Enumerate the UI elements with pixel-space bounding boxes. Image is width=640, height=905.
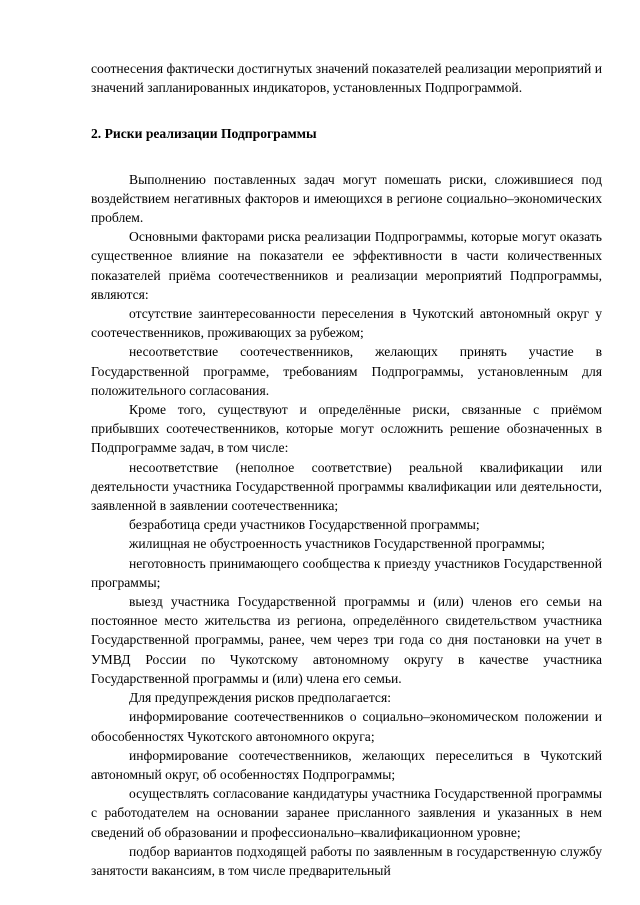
- list-item: информирование соотечественников, желающих переселиться в Чукотский автономный округ, об особенностях Подпрограммы;: [91, 747, 602, 782]
- list-item: отсутствие заинтересованности переселения в Чукотский автономный округ у соотечественников, проживающих за рубежом;: [91, 306, 602, 341]
- list-item: осуществлять согласование кандидатуры участника Государственной программы с работодателем на основании заранее присланного заявления и указанных в нем сведений об образовании и профессионально–квалификационном уровне;: [91, 786, 602, 840]
- list-item: неготовность принимающего сообщества к приезду участников Государственной программы;: [91, 555, 602, 590]
- list-item: выезд участника Государственной программы и (или) членов его семьи на постоянное место жительства из региона, определённого свидетельством участника Государственной программы, ранее, чем через три года со дня постановки на учет в УМВД России по Чукотскому автономному округу в качестве участника Государственной программы и (или) члена его семьи.: [91, 594, 602, 686]
- paragraph: Для предупреждения рисков предполагается:: [129, 690, 391, 706]
- list-item: подбор вариантов подходящей работы по заявленным в государственную службу занятости вакансиям, в том числе предварительный: [91, 843, 602, 878]
- list-item: несоответствие соотечественников, желающих принять участие в Государственной программе, требованиям Подпрограммы, установленным для положительного согласования.: [91, 344, 602, 398]
- list-item: безработица среди участников Государственной программы;: [129, 517, 480, 533]
- list-item: информирование соотечественников о социально–экономическом положении и обособенностях Чукотского автономного округа;: [91, 709, 602, 744]
- paragraph: Основными факторами риска реализации Подпрограммы, которые могут оказать существенное влияние на показатели ее эффективности в части количественных показателей приёма соотечественников и реализации мероприятий Подпрограммы, являются:: [91, 229, 602, 302]
- paragraph: Выполнению поставленных задач могут помешать риски, сложившиеся под воздействием негативных факторов и имеющихся в регионе социально–экономических проблем.: [91, 171, 602, 226]
- list-item: несоответствие (неполное соответствие) реальной квалификации или деятельности участника Государственной программы квалификации или деятельности, заявленной в заявлении соотечественника;: [91, 459, 602, 514]
- document-body: [91, 59, 602, 880]
- paragraph-continuation: соотнесения фактически достигнутых значений показателей реализации мероприятий и значений запланированных индикаторов, установленных Подпрограммой.: [91, 61, 602, 96]
- list-item: жилищная не обустроенность участников Государственной программы;: [129, 536, 545, 552]
- section-heading: 2. Риски реализации Подпрограммы: [91, 126, 317, 142]
- paragraph: Кроме того, существуют и определённые риски, связанные с приёмом прибывших соотечественников, которые могут осложнить решение обозначенных в Подпрограмме задач, в том числе:: [91, 402, 602, 456]
